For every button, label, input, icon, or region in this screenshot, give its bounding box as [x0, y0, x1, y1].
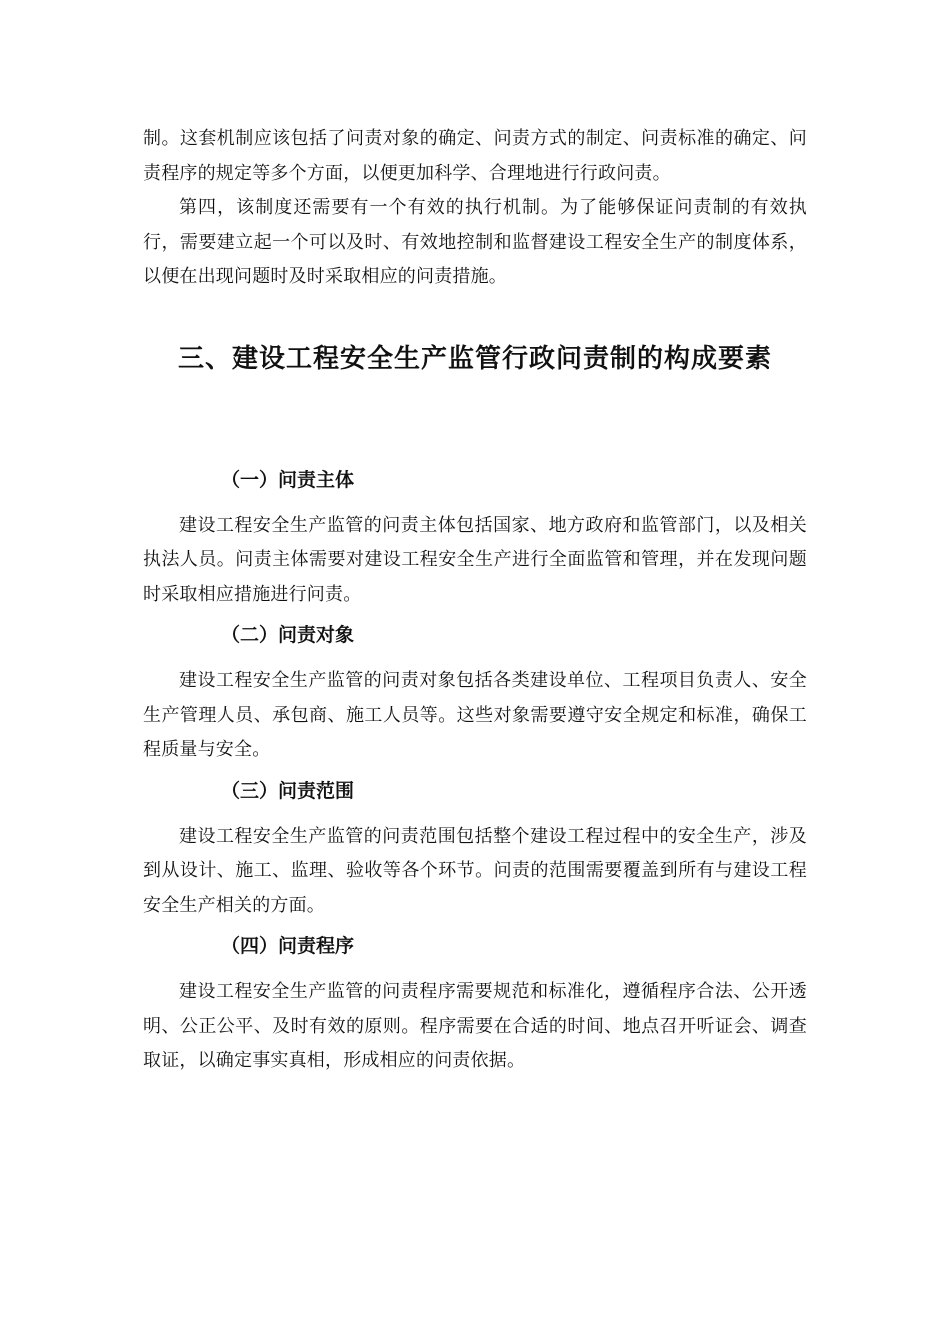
intro-paragraph-continuation: 制。这套机制应该包括了问责对象的确定、问责方式的制定、问责标准的确定、问责程序的规定等多个方面，以便更加科学、合理地进行行政问责。 [143, 128, 807, 184]
subsection-body-accountability-procedure: 建设工程安全生产监管的问责程序需要规范和标准化，遵循程序合法、公开透明、公正公平、及时有效的原则。程序需要在合适的时间、地点召开听证会、调查取证，以确定事实真相，形成相应的问责依据。 [143, 981, 807, 1071]
document-body [143, 122, 807, 1079]
subsection-heading-accountability-subject: （一）问责主体 [221, 468, 355, 491]
section-heading: 三、建设工程安全生产监管行政问责制的构成要素 [177, 343, 772, 374]
intro-paragraph-fourth-point: 第四，该制度还需要有一个有效的执行机制。为了能够保证问责制的有效执行，需要建立起一个可以及时、有效地控制和监督建设工程安全生产的制度体系，以便在出现问题时及时采取相应的问责措施。 [143, 197, 807, 287]
subsection-body-accountability-scope: 建设工程安全生产监管的问责范围包括整个建设工程过程中的安全生产，涉及到从设计、施工、监理、验收等各个环节。问责的范围需要覆盖到所有与建设工程安全生产相关的方面。 [143, 825, 807, 916]
subsection-heading-accountability-object: （二）问责对象 [221, 624, 355, 646]
subsection-body-accountability-object: 建设工程安全生产监管的问责对象包括各类建设单位、工程项目负责人、安全生产管理人员、承包商、施工人员等。这些对象需要遵守安全规定和标准，确保工程质量与安全。 [143, 670, 807, 760]
subsection-body-accountability-subject: 建设工程安全生产监管的问责主体包括国家、地方政府和监管部门，以及相关执法人员。问责主体需要对建设工程安全生产进行全面监管和管理，并在发现问题时采取相应措施进行问责。 [143, 514, 807, 605]
subsection-heading-accountability-scope: （三）问责范围 [221, 779, 355, 802]
subsection-heading-accountability-procedure: （四）问责程序 [221, 935, 355, 957]
